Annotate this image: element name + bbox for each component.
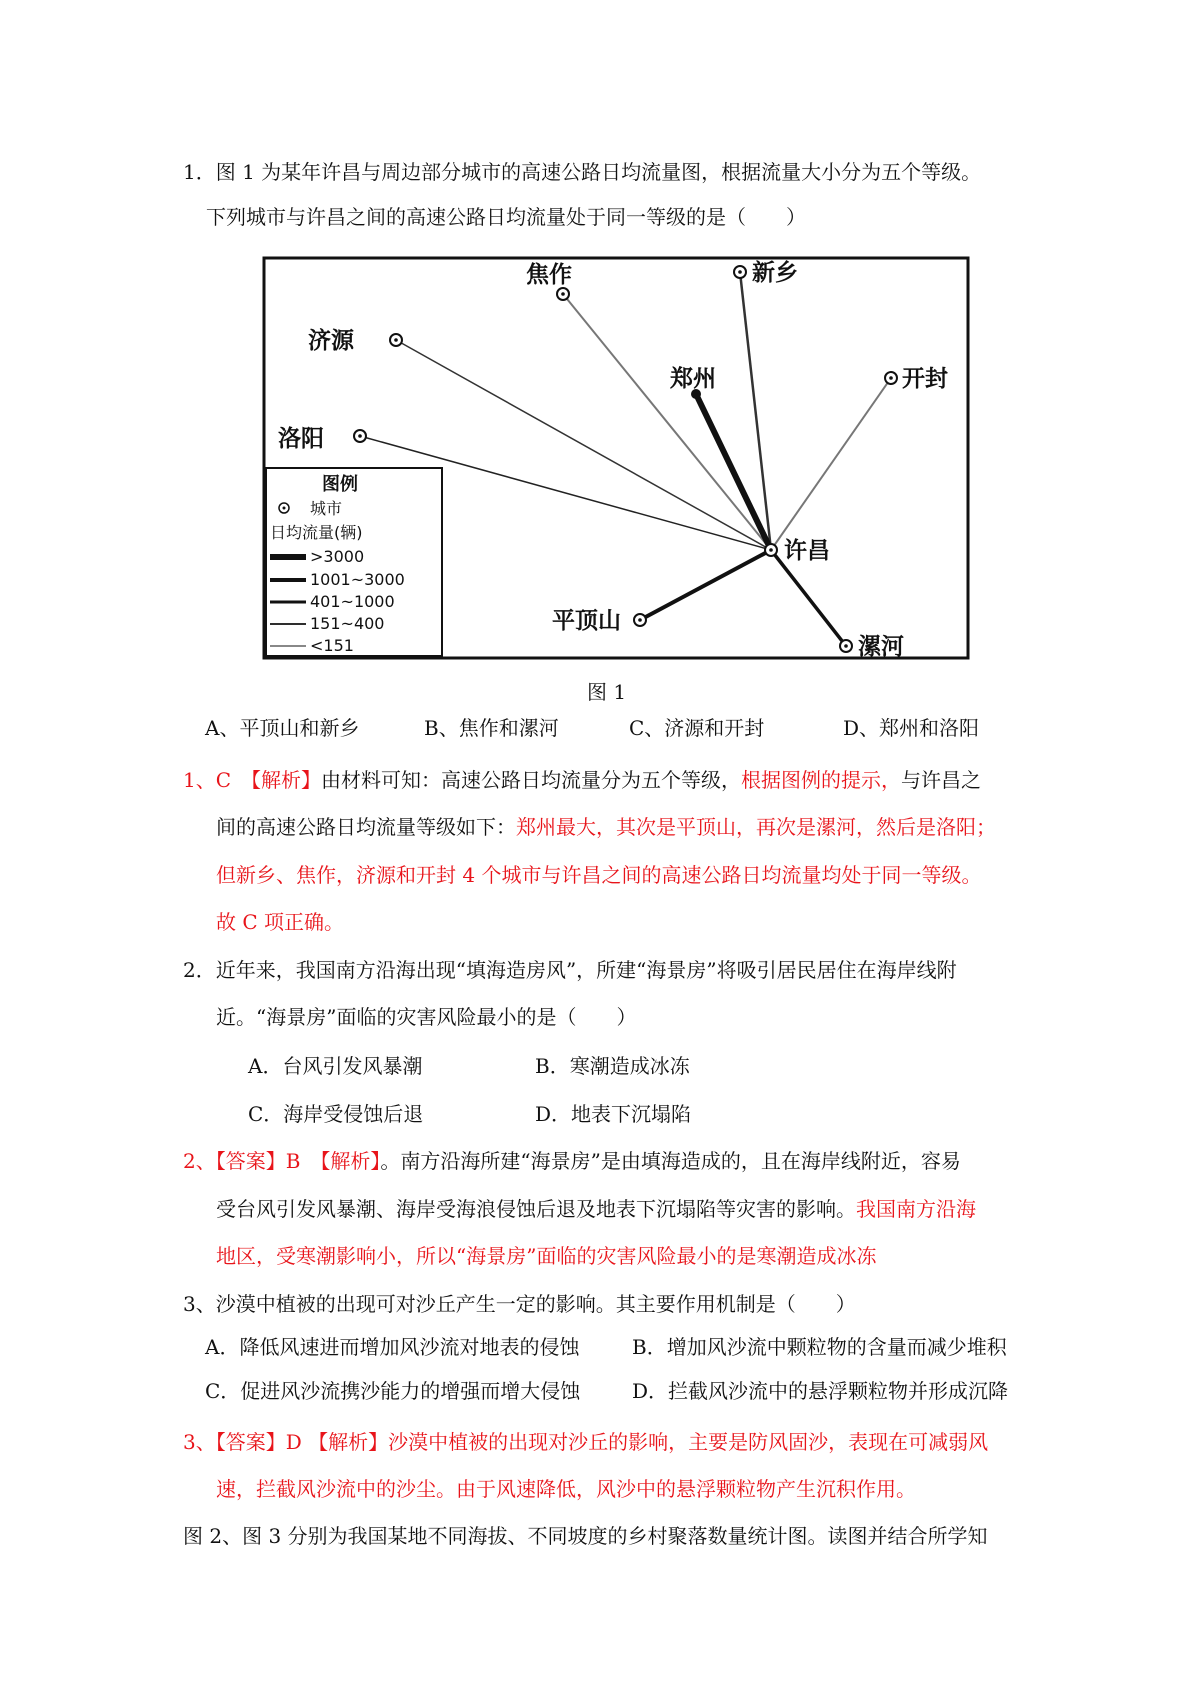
city-label-pingdingshan: 平顶山 bbox=[552, 608, 621, 634]
city-marker-pingdingshan bbox=[634, 614, 646, 626]
q1-option-d[interactable]: D、郑州和洛阳 bbox=[843, 716, 980, 740]
a1-prefix: 1、C 【解析】 bbox=[183, 768, 322, 792]
q4-intro: 图 2、图 3 分别为我国某地不同海拔、不同坡度的乡村聚落数量统计图。读图并结合所学知 bbox=[183, 1524, 988, 1548]
legend-level-3: 401~1000 bbox=[310, 592, 395, 611]
map-legend bbox=[266, 468, 442, 656]
legend-level-1: >3000 bbox=[310, 547, 365, 566]
a3-prefix: 3、【答案】D 【解析】 bbox=[183, 1430, 389, 1454]
a2-line2 bbox=[216, 1194, 976, 1224]
q2-option-a[interactable]: A．台风引发风暴潮 bbox=[248, 1054, 423, 1078]
city-label-luohe: 漯河 bbox=[858, 634, 904, 660]
q1-option-b[interactable]: B、焦作和漯河 bbox=[424, 716, 559, 740]
city-marker-kaifeng bbox=[885, 372, 897, 384]
q2-stem-line1: 2．近年来，我国南方沿海出现“填海造房风”，所建“海景房”将吸引居民居住在海岸线附 bbox=[183, 958, 957, 982]
q2-option-b[interactable]: B．寒潮造成冰冻 bbox=[535, 1054, 690, 1078]
traffic-flow-map bbox=[262, 256, 972, 662]
city-marker-luoyang bbox=[354, 430, 366, 442]
city-label-zhengzhou: 郑州 bbox=[670, 366, 716, 392]
q1-stem-line2: 下列城市与许昌之间的高速公路日均流量处于同一等级的是（ ） bbox=[206, 205, 806, 229]
city-marker-jiaozuo bbox=[557, 288, 569, 300]
a1-line1 bbox=[183, 765, 981, 795]
city-marker-xinxiang bbox=[734, 266, 746, 278]
legend-city: 城市 bbox=[310, 499, 343, 518]
city-marker-xuchang bbox=[765, 544, 777, 556]
a2-l2-black: 受台风引发风暴潮、海岸受海浪侵蚀后退及地表下沉塌陷等灾害的影响。 bbox=[216, 1197, 856, 1221]
a1-l2-red: 郑州最大，其次是平顶山，再次是漯河，然后是洛阳； bbox=[516, 815, 996, 839]
a2-line1 bbox=[183, 1146, 961, 1176]
a1-line4: 故 C 项正确。 bbox=[216, 910, 345, 934]
a1-line2 bbox=[216, 812, 996, 842]
q1-stem-line1: 1．图 1 为某年许昌与周边部分城市的高速公路日均流量图，根据流量大小分为五个等级。 bbox=[183, 160, 982, 184]
legend-level-4: 151~400 bbox=[310, 614, 385, 633]
a1-l1-black2: 与许昌之 bbox=[901, 768, 982, 792]
city-label-xinxiang: 新乡 bbox=[752, 260, 798, 286]
a3-line1 bbox=[183, 1427, 988, 1457]
city-label-luoyang: 洛阳 bbox=[278, 426, 324, 452]
q2-stem-line2: 近。“海景房”面临的灾害风险最小的是（ ） bbox=[216, 1005, 637, 1029]
a3-line2: 速，拦截风沙流中的沙尘。由于风速降低，风沙中的悬浮颗粒物产生沉积作用。 bbox=[216, 1477, 916, 1501]
q1-option-a[interactable]: A、平顶山和新乡 bbox=[205, 716, 360, 740]
q2-option-d[interactable]: D．地表下沉塌陷 bbox=[535, 1102, 692, 1126]
a1-l2-black: 间的高速公路日均流量等级如下： bbox=[216, 815, 516, 839]
q3-stem: 3、沙漠中植被的出现可对沙丘产生一定的影响。其主要作用机制是（ ） bbox=[183, 1292, 856, 1316]
a2-line3: 地区，受寒潮影响小，所以“海景房”面临的灾害风险最小的是寒潮造成冰冻 bbox=[216, 1244, 877, 1268]
city-marker-luohe bbox=[840, 640, 852, 652]
q3-option-a[interactable]: A．降低风速进而增加风沙流对地表的侵蚀 bbox=[205, 1335, 580, 1359]
legend-flow-label: 日均流量(辆) bbox=[270, 523, 363, 542]
city-label-jiyuan: 济源 bbox=[308, 328, 354, 354]
a1-l1-black: 由材料可知：高速公路日均流量分为五个等级， bbox=[321, 768, 742, 792]
city-marker-jiyuan bbox=[390, 334, 402, 346]
q2-option-c[interactable]: C．海岸受侵蚀后退 bbox=[248, 1102, 424, 1126]
q3-option-c[interactable]: C．促进风沙流携沙能力的增强而增大侵蚀 bbox=[205, 1379, 581, 1403]
a3-l1: 沙漠中植被的出现对沙丘的影响，主要是防风固沙，表现在可减弱风 bbox=[388, 1430, 989, 1454]
city-label-kaifeng: 开封 bbox=[902, 366, 948, 392]
a2-prefix: 2、【答案】B 【解析】 bbox=[183, 1149, 381, 1173]
q3-option-b[interactable]: B．增加风沙流中颗粒物的含量而减少堆积 bbox=[632, 1335, 1007, 1359]
a1-l1-red: 根据图例的提示， bbox=[741, 768, 902, 792]
city-label-xuchang: 许昌 bbox=[784, 538, 830, 564]
figure1-caption: 图 1 bbox=[587, 680, 627, 704]
legend-level-2: 1001~3000 bbox=[310, 570, 405, 589]
legend-title: 图例 bbox=[322, 474, 358, 495]
a1-line3: 但新乡、焦作，济源和开封 4 个城市与许昌之间的高速公路日均流量均处于同一等级。 bbox=[216, 863, 982, 887]
city-label-jiaozuo: 焦作 bbox=[526, 262, 572, 288]
a2-l2-red: 我国南方沿海 bbox=[856, 1197, 976, 1221]
q1-option-c[interactable]: C、济源和开封 bbox=[629, 716, 765, 740]
q3-option-d[interactable]: D．拦截风沙流中的悬浮颗粒物并形成沉降 bbox=[632, 1379, 1009, 1403]
a2-l1-black: 。南方沿海所建“海景房”是由填海造成的，且在海岸线附近，容易 bbox=[380, 1149, 961, 1173]
legend-level-5: <151 bbox=[310, 636, 354, 655]
